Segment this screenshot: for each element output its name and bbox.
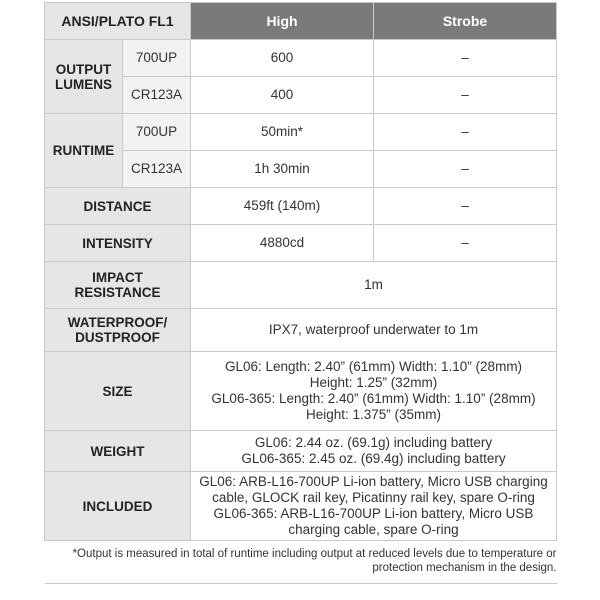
runtime-high-value: 1h 30min	[191, 151, 374, 188]
output-strobe-value: –	[374, 77, 557, 114]
runtime-strobe-value: –	[374, 114, 557, 151]
included-line: cable, GLOCK rail key, Picatinny rail key, spare O-ring	[212, 490, 535, 505]
size-line: Height: 1.25” (32mm)	[309, 375, 438, 390]
runtime-strobe-value: –	[374, 151, 557, 188]
header-standard: ANSI/PLATO FL1	[45, 3, 191, 40]
output-high-value: 600	[191, 40, 374, 77]
battery-label: 700UP	[123, 114, 191, 151]
spec-table	[44, 2, 557, 584]
waterproof-value: IPX7, waterproof underwater to 1m	[191, 309, 557, 352]
size-line: GL06: Length: 2.40” (61mm) Width: 1.10” (28mm)	[224, 359, 523, 374]
included-value	[191, 472, 557, 541]
size-line: Height: 1.375” (35mm)	[305, 407, 442, 422]
header-high: High	[191, 3, 374, 40]
table-row	[45, 431, 557, 472]
footnote	[45, 541, 557, 584]
table-row	[45, 40, 557, 77]
footnote-row	[45, 541, 557, 584]
table-row	[45, 114, 557, 151]
included-label: INCLUDED	[45, 472, 191, 541]
output-lumens-label: OUTPUT LUMENS	[45, 40, 123, 114]
size-value	[191, 352, 557, 431]
intensity-label: INTENSITY	[45, 225, 191, 262]
table-row	[45, 262, 557, 309]
table-row	[45, 472, 557, 541]
distance-high-value: 459ft (140m)	[191, 188, 374, 225]
weight-label: WEIGHT	[45, 431, 191, 472]
table-row	[45, 309, 557, 352]
intensity-strobe-value: –	[374, 225, 557, 262]
battery-label: 700UP	[123, 40, 191, 77]
weight-line: GL06-365: 2.45 oz. (69.4g) including battery	[241, 451, 506, 466]
distance-strobe-value: –	[374, 188, 557, 225]
table-row	[45, 225, 557, 262]
weight-line: GL06: 2.44 oz. (69.1g) including battery	[254, 435, 493, 450]
included-line: GL06: ARB-L16-700UP Li-ion battery, Micro USB charging	[199, 474, 548, 489]
header-row	[45, 3, 557, 40]
impact-label: IMPACT RESISTANCE	[45, 262, 191, 309]
battery-label: CR123A	[123, 77, 191, 114]
size-line: GL06-365: Length: 2.40” (61mm) Width: 1.10” (28mm)	[211, 391, 536, 406]
output-high-value: 400	[191, 77, 374, 114]
header-strobe: Strobe	[374, 3, 557, 40]
runtime-label: RUNTIME	[45, 114, 123, 188]
distance-label: DISTANCE	[45, 188, 191, 225]
impact-value: 1m	[191, 262, 557, 309]
table-row	[45, 352, 557, 431]
included-line: charging cable, spare O-ring	[288, 522, 459, 537]
weight-value	[191, 431, 557, 472]
intensity-high-value: 4880cd	[191, 225, 374, 262]
output-strobe-value: –	[374, 40, 557, 77]
table-row	[45, 188, 557, 225]
footnote-line: protection mechanism in the design.	[372, 562, 557, 574]
size-label: SIZE	[45, 352, 191, 431]
included-line: GL06-365: ARB-L16-700UP Li-ion battery, Micro USB	[213, 506, 534, 521]
footnote-line: *Output is measured in total of runtime including output at reduced levels due to temperature or	[72, 548, 557, 560]
runtime-high-value: 50min*	[191, 114, 374, 151]
waterproof-label: WATERPROOF/ DUSTPROOF	[45, 309, 191, 352]
battery-label: CR123A	[123, 151, 191, 188]
